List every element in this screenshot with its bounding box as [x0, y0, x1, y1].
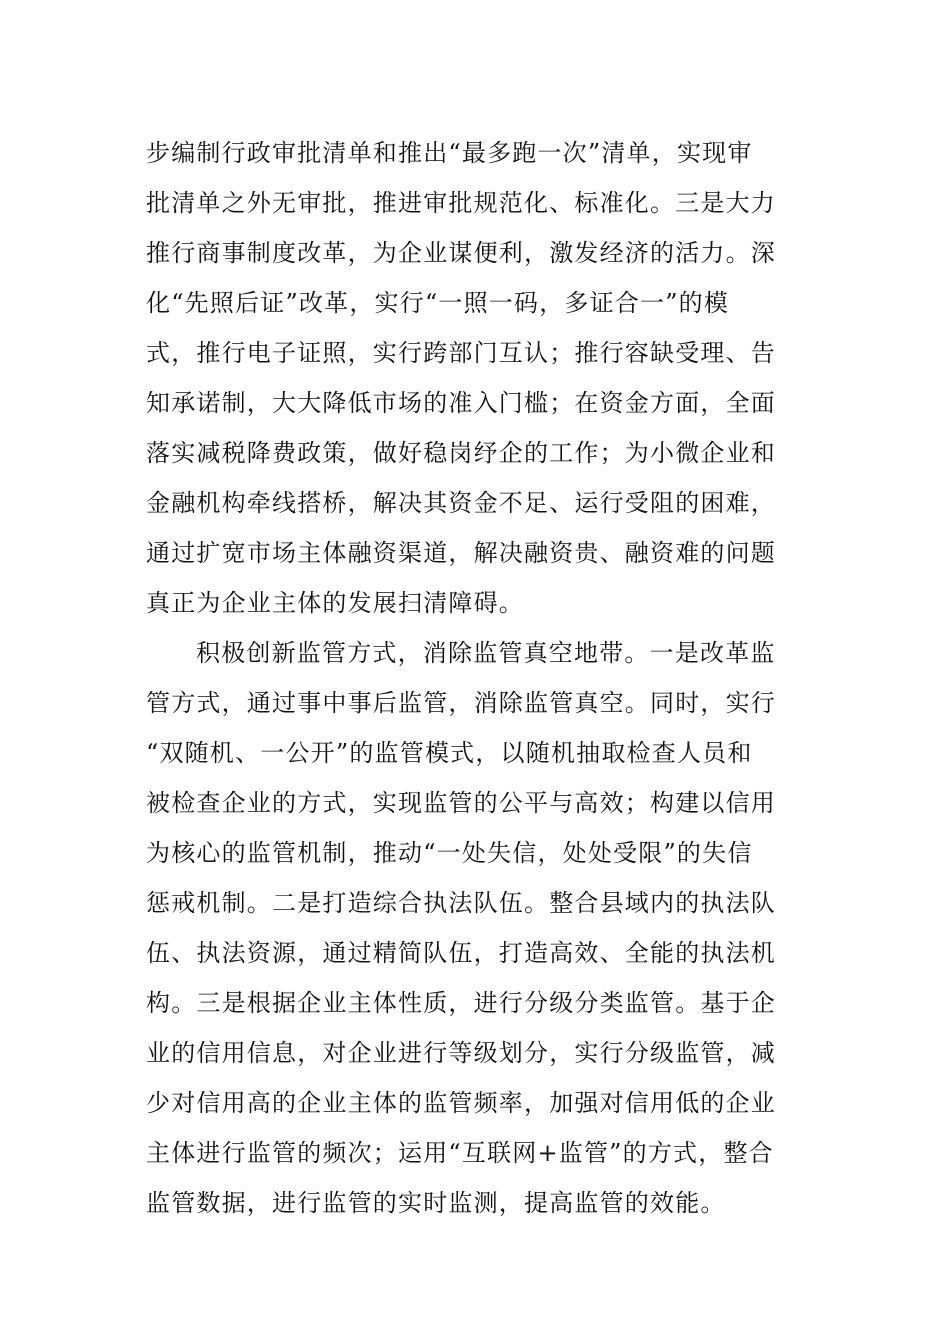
paragraph-1-line-6: 知承诺制，大大降低市场的准入门槛；在资金方面，全面 [146, 389, 776, 417]
paragraph-1-line-7: 落实减税降费政策，做好稳岗纾企的工作；为小微企业和 [146, 439, 776, 467]
paragraph-1-line-8: 金融机构牵线搭桥，解决其资金不足、运行受阻的困难， [146, 489, 776, 517]
paragraph-2-line-7: 伍、执法资源，通过精简队伍，打造高效、全能的执法机 [146, 939, 776, 967]
paragraph-1-line-2: 批清单之外无审批，推进审批规范化、标准化。三是大力 [146, 189, 776, 217]
paragraph-2-line-11: 主体进行监管的频次；运用“互联网+监管”的方式，整合 [146, 1139, 774, 1167]
paragraph-2-line-10: 少对信用高的企业主体的监管频率，加强对信用低的企业 [146, 1089, 776, 1117]
paragraph-1-line-5: 式，推行电子证照，实行跨部门互认；推行容缺受理、告 [146, 339, 776, 367]
paragraph-2-line-6: 惩戒机制。二是打造综合执法队伍。整合县域内的执法队 [146, 889, 776, 917]
paragraph-1-line-9: 通过扩宽市场主体融资渠道，解决融资贵、融资难的问题 [146, 539, 776, 567]
paragraph-1-line-3: 推行商事制度改革，为企业谋便利，激发经济的活力。深 [146, 239, 776, 267]
paragraph-1-line-1: 步编制行政审批清单和推出“最多跑一次”清单，实现审 [146, 139, 753, 167]
paragraph-1-line-4: 化“先照后证”改革，实行“一照一码，多证合一”的模 [146, 289, 730, 317]
paragraph-2-line-12: 监管数据，进行监管的实时监测，提高监管的效能。 [146, 1189, 726, 1217]
paragraph-2-line-4: 被检查企业的方式，实现监管的公平与高效；构建以信用 [146, 789, 776, 817]
paragraph-1-line-10: 真正为企业主体的发展扫清障碍。 [146, 589, 524, 617]
paragraph-2-line-3: “双随机、一公开”的监管模式，以随机抽取检查人员和 [146, 739, 753, 767]
paragraph-2-line-5: 为核心的监管机制，推动“一处失信，处处受限”的失信 [146, 839, 753, 867]
paragraph-2-line-9: 业的信用信息，对企业进行等级划分，实行分级监管，减 [146, 1039, 776, 1067]
paragraph-2-line-8: 构。三是根据企业主体性质，进行分级分类监管。基于企 [146, 989, 776, 1017]
paragraph-2-line-1: 积极创新监管方式，消除监管真空地带。一是改革监 [196, 639, 776, 667]
paragraph-2-line-2: 管方式，通过事中事后监管，消除监管真空。同时，实行 [146, 689, 776, 717]
